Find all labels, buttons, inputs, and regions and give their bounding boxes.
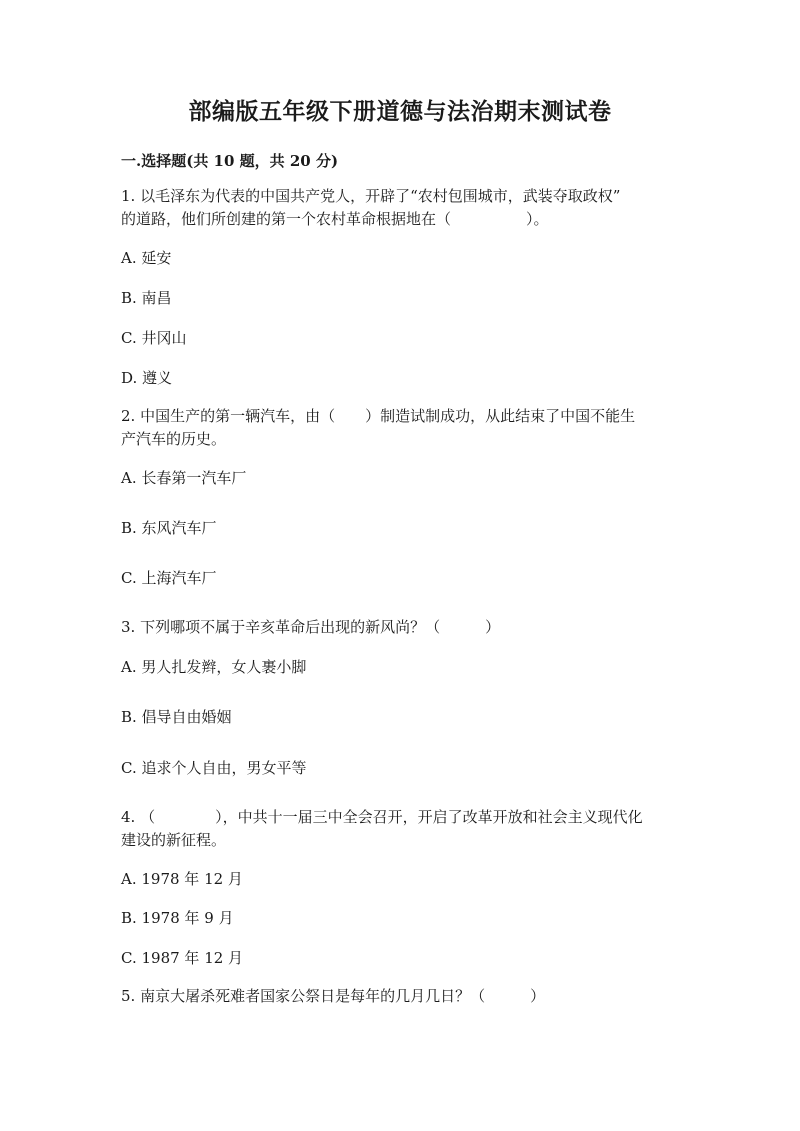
question-4-line-2: 建设的新征程。 <box>121 831 227 849</box>
question-4-option-b: B. 1978 年 9 月 <box>121 909 234 927</box>
question-1-stem <box>121 185 681 231</box>
question-3-option-c: C. 追求个人自由，男女平等 <box>121 759 307 777</box>
question-4-line-1: 4. （ ），中共十一届三中全会召开，开启了改革开放和社会主义现代化 <box>121 808 643 826</box>
section-heading: 一.选择题(共 10 题，共 20 分) <box>121 152 339 170</box>
question-4-option-a: A. 1978 年 12 月 <box>121 870 243 888</box>
question-3-line-1: 3. 下列哪项不属于辛亥革命后出现的新风尚？（ ） <box>121 618 501 636</box>
question-4-stem <box>121 806 681 852</box>
question-5-stem <box>121 985 681 1008</box>
question-1-option-c: C. 井冈山 <box>121 329 187 347</box>
question-2-line-2: 产汽车的历史。 <box>121 430 227 448</box>
question-1-line-1: 1. 以毛泽东为代表的中国共产党人，开辟了“农村包围城市，武装夺取政权” <box>121 187 621 205</box>
page-title: 部编版五年级下册道德与法治期末测试卷 <box>188 98 612 125</box>
question-3-stem <box>121 616 681 639</box>
question-1-option-b: B. 南昌 <box>121 289 172 307</box>
question-2-stem <box>121 405 681 451</box>
question-2-option-c: C. 上海汽车厂 <box>121 569 217 587</box>
question-2-option-a: A. 长春第一汽车厂 <box>121 469 247 487</box>
question-3-option-b: B. 倡导自由婚姻 <box>121 708 232 726</box>
question-1-line-2: 的道路，他们所创建的第一个农村革命根据地在（ ）。 <box>121 210 549 228</box>
question-2-line-1: 2. 中国生产的第一辆汽车，由（ ）制造试制成功，从此结束了中国不能生 <box>121 407 636 425</box>
question-5-line-1: 5. 南京大屠杀死难者国家公祭日是每年的几月几日？（ ） <box>121 987 546 1005</box>
question-1-option-d: D. 遵义 <box>121 369 173 387</box>
question-2-option-b: B. 东风汽车厂 <box>121 519 217 537</box>
question-3-option-a: A. 男人扎发辫，女人裹小脚 <box>121 658 307 676</box>
question-1-option-a: A. 延安 <box>121 249 172 267</box>
question-4-option-c: C. 1987 年 12 月 <box>121 949 244 967</box>
